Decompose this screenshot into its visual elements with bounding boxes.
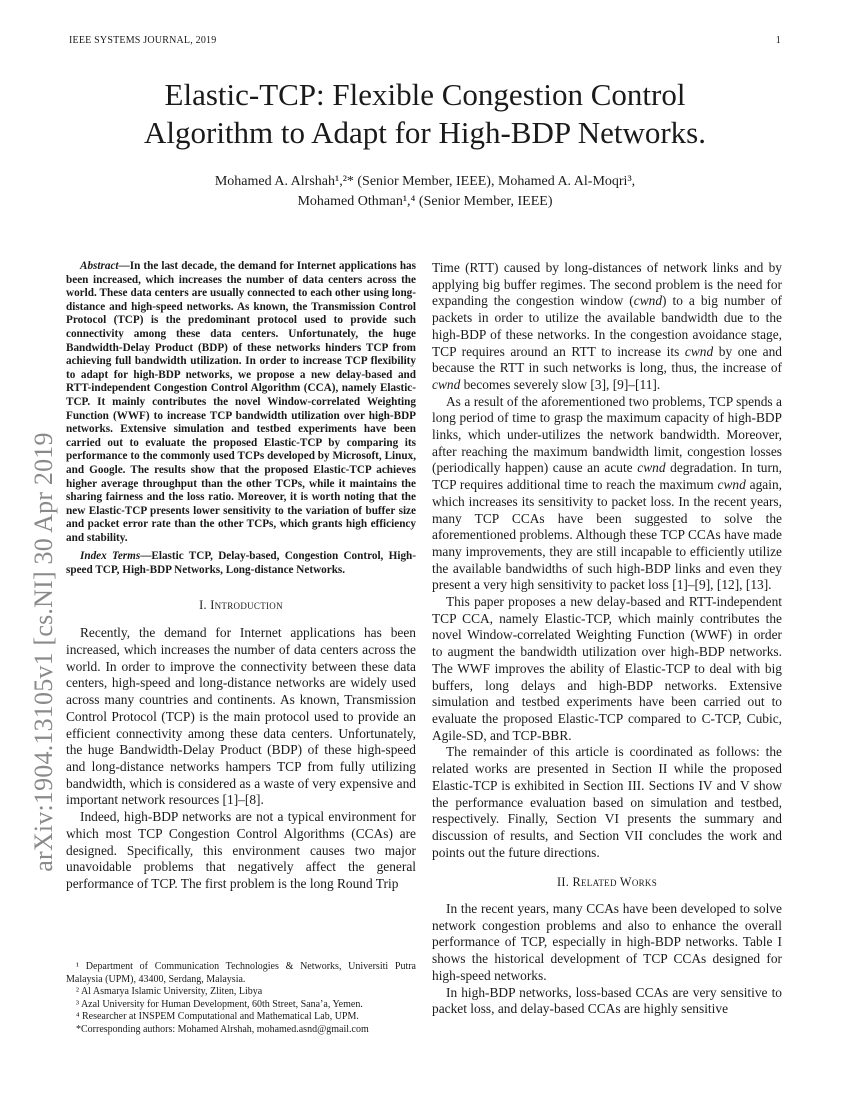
paragraph: In the recent years, many CCAs have been developed to solve network congestion problems and also to enhance the overall performance of TCP, especially in high-BDP networks. Table I shows the historical development of TCP CCAs designed for high-speed networks. (432, 901, 782, 983)
author-list (69, 172, 781, 212)
paragraph: In high-BDP networks, loss-based CCAs are very sensitive to packet loss, and delay-based CCAs are highly sensitive (432, 984, 782, 1017)
abstract-text: —In the last decade, the demand for Internet applications has been increased, which increases the number of data centers across the world. These data centers are usually connected to each other using long-distance and high-speed networks. As known, the Transmission Control Protocol (TCP) is the predominant protocol used to provide such connectivity among these data centers. Unfortunately, the huge Bandwidth-Delay Product (BDP) of these networks hinders TCP from achieving full bandwidth utilization. In order to increase TCP flexibility to adapt for high-BDP networks, we propose a new delay-based and RTT-independent Congestion Control Algorithm (CCA), namely Elastic-TCP. It mainly contributes the novel Window-correlated Weighting Function (WWF) to increase TCP bandwidth utilization over high-BDP networks. Extensive simulation and testbed experiments have been carried out to evaluate the proposed Elastic-TCP by comparing its performance to the commonly used TCPs developed by Microsoft, Linux, and Google. The results show that the proposed Elastic-TCP achieves higher average throughput than the other TCPs, while it maintains the sharing fairness and the loss ratio. Moreover, it is worth noting that the new Elastic-TCP presents lower sensitivity to the variation of buffer size and packet error rate than the other TCPs, which grants high efficiency and stability. (66, 260, 416, 544)
section-heading-related-works: II. Related Works (556, 875, 658, 890)
cwnd-term: cwnd (432, 376, 461, 392)
abstract-label: Abstract (80, 260, 119, 272)
title-line: Algorithm to Adapt for High-BDP Networks. (144, 115, 706, 150)
arxiv-stamp[interactable]: arXiv:1904.13105v1 [cs.NI] 30 Apr 2019 (29, 432, 58, 872)
footnote: ² Al Asmarya Islamic University, Zliten, Libya (76, 986, 263, 997)
footnote: *Corresponding authors: Mohamed Alrshah, mohamed.asnd@gmail.com (76, 1023, 369, 1035)
index-terms (66, 550, 416, 577)
cwnd-term: cwnd (633, 293, 663, 309)
paragraph: Indeed, high-BDP networks are not a typical environment for which most TCP Congestion Control Algorithms (CCAs) are designed. Specifically, this environment causes two major unavoidable problems that negatively affect the general performance of TCP. The first problem is the long Round Trip (66, 809, 416, 891)
section-heading-introduction: I. Introduction (199, 597, 283, 612)
paragraph: Time (RTT) caused by long-distances of network links and by applying big buffer regimes. The second problem is the need for expanding the congestion window (cwnd) to a big number of packets in order to utilize the available bandwidth due to the high-BDP of these networks. In the congestion avoidance stage, TCP requires around an RTT to increase its cwnd by one and because the RTT in such networks is long, thus, the increase of cwnd becomes severely slow [3], [9]–[11]. (432, 260, 782, 392)
cwnd-term: cwnd (684, 343, 714, 359)
footnotes (66, 961, 416, 1036)
journal-name: IEEE SYSTEMS JOURNAL, 2019 (69, 35, 217, 46)
abstract (66, 260, 416, 545)
cwnd-term: cwnd (717, 477, 746, 493)
right-column (432, 260, 782, 1018)
footnote: ⁴ Researcher at INSPEM Computational and Mathematical Lab, UPM. (76, 1011, 359, 1022)
paragraph: As a result of the aforementioned two problems, TCP spends a long period of time to grasp the maximum capacity of high-BDP links, which under-utilizes the network bandwidth. Moreover, after reaching the maximum bandwidth limit, congestion losses (periodically happen) cause an acute cwnd degradation. In turn, TCP requires additional time to reach the maximum cwnd again, which increases its sensitivity to packet loss. In the recent years, many TCP CCAs have been suggested to solve the aforementioned problems. Although these TCP CCAs have made many improvements, they are still incapable to efficiently utilize the available bandwidths of such high-BDP links and even they present a very high sensitivity to packet loss [1]–[9], [12], [13]. (432, 393, 782, 593)
index-terms-label: Index Terms (80, 550, 141, 563)
page-number: 1 (775, 35, 781, 46)
author-line: Mohamed A. Alrshah¹,²* (Senior Member, IEEE), Mohamed A. Al-Moqri³, (214, 174, 636, 189)
title-line: Elastic-TCP: Flexible Congestion Control (164, 77, 686, 112)
paragraph: This paper proposes a new delay-based and RTT-independent TCP CCA, namely Elastic-TCP, which mainly contributes the novel Window-correlated Weighting Function (WWF) in order to augment the bandwidth utilization over high-BDP networks. The WWF improves the ability of Elastic-TCP to deal with big buffers, long delays and high-BDP networks. Extensive simulation and testbed experiments have been carried out to evaluate the proposed Elastic-TCP compared to C-TCP, Cubic, Agile-SD, and TCP-BBR. (432, 594, 782, 743)
author-line: Mohamed Othman¹,⁴ (Senior Member, IEEE) (297, 194, 553, 209)
left-column (66, 260, 416, 893)
index-terms-text: —Elastic TCP, Delay-based, Congestion Control, High-speed TCP, High-BDP Networks, Long-distance Networks. (66, 550, 416, 577)
cwnd-term: cwnd (637, 460, 666, 476)
running-head (69, 35, 781, 49)
footnote: ³ Azal University for Human Development, 60th Street, Sana’a, Yemen. (76, 998, 363, 1010)
paragraph: The remainder of this article is coordinated as follows: the related works are presented in Section II while the proposed Elastic-TCP is exhibited in Section III. Sections IV and V show the performance evaluation based on simulation and testbed, respectively. Finally, Section VI presents the summary and discussion of results, and Section VII concludes the work and points out the future directions. (432, 744, 782, 860)
paper-title (69, 76, 781, 152)
paragraph: Recently, the demand for Internet applications has been increased, which increases the number of data centers across the world. In order to improve the connectivity between these data centers, high-speed and long-distance networks are widely used across many countries and continents. As known, Transmission Control Protocol (TCP) is the main protocol used to provide an efficient connectivity among these data centers. Unfortunately, the huge Bandwidth-Delay Product (BDP) of these high-speed and long-distance networks hampers TCP from fully utilizing bandwidth, which is considered as a waste of very expensive and important network resources [1]–[8]. (66, 625, 416, 808)
footnote: ¹ Department of Communication Technologies & Networks, Universiti Putra Malaysia (UPM), 43400, Serdang, Malaysia. (66, 961, 416, 985)
